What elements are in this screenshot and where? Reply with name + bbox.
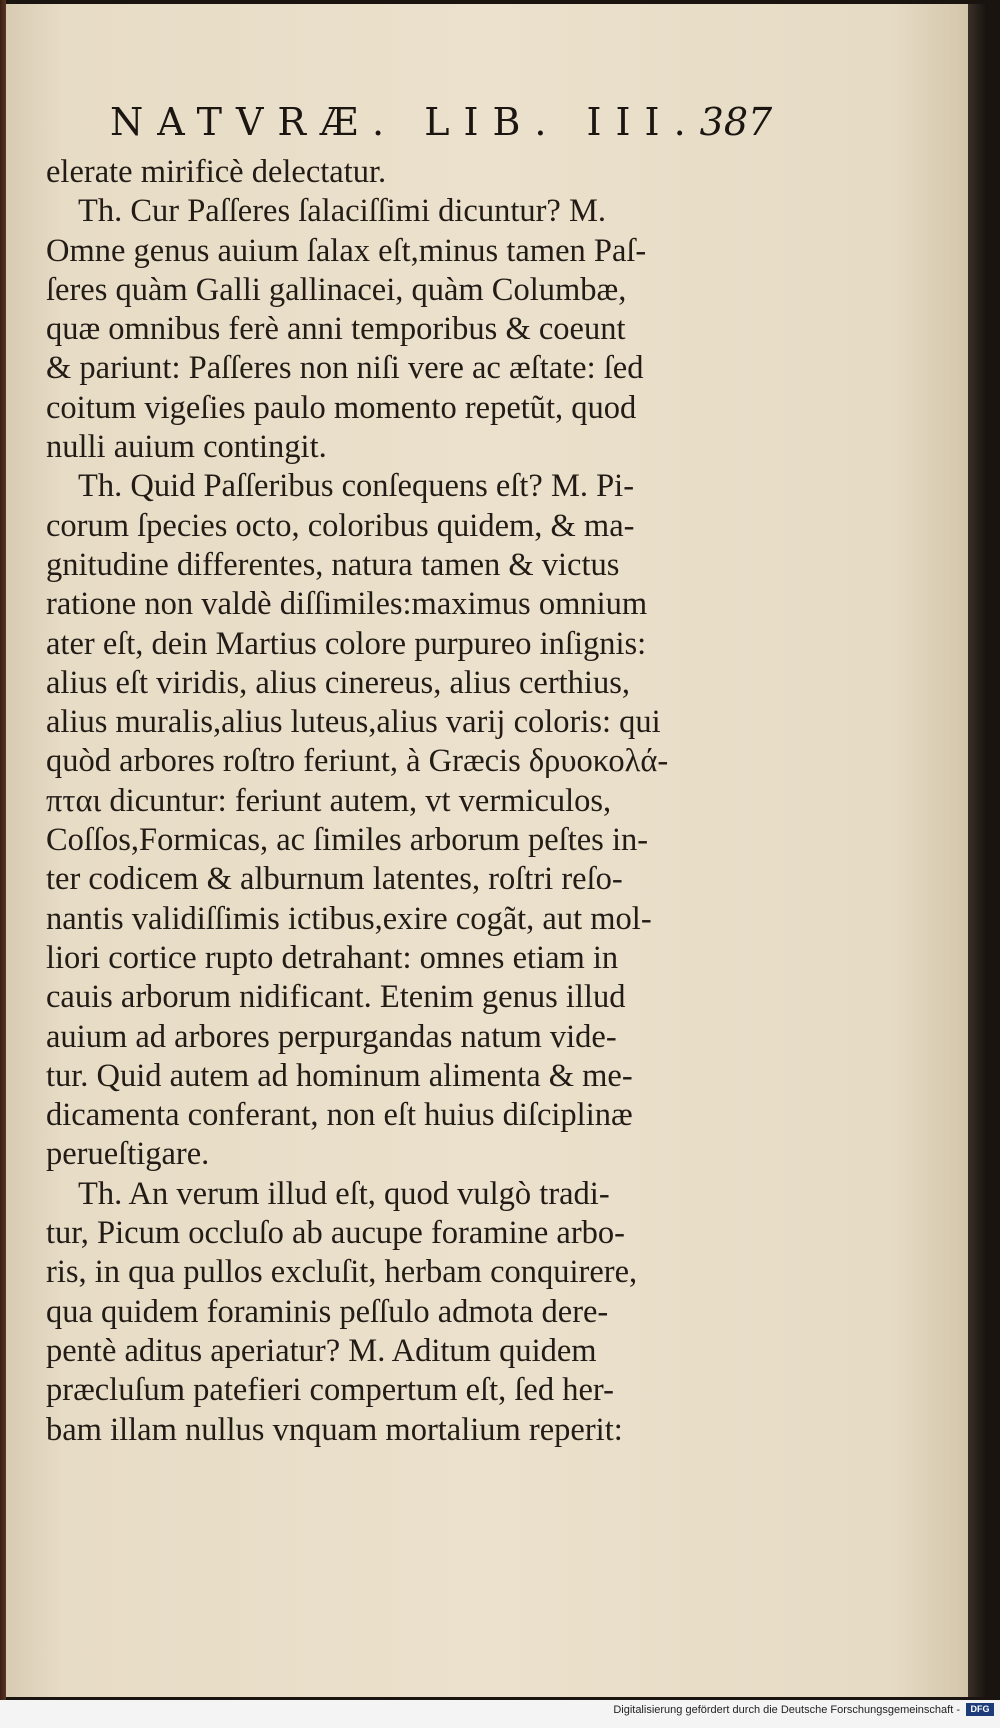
text-line: Th. An verum illud eſt, quod vulgò tradi- [78,1175,610,1212]
text-line: ater eſt, dein Martius colore purpureo inſignis: [46,625,647,662]
text-line: ſeres quàm Galli gallinacei, quàm Columbæ, [46,271,627,308]
text-line: tur. Quid autem ad hominum alimenta & me- [46,1057,633,1094]
text-line: & pariunt: Paſſeres non niſi vere ac æſtate: ſed [46,350,644,387]
text-line: elerate mirificè delectatur. [46,154,387,190]
text-line: Th. Quid Paſſeribus conſequens eſt? M. Pi- [78,468,635,505]
text-line: cauis arborum nidificant. Etenim genus illud [46,979,626,1016]
text-line: præcluſum patefieri compertum eſt, ſed her- [46,1372,614,1409]
text-line: nulli auium contingit. [46,429,327,466]
text-line: ratione non valdè diſſimiles:maximus omnium [46,586,648,623]
text-line: ter codicem & alburnum latentes, roſtri reſo- [46,861,623,898]
text-line: quòd arbores roſtro feriunt, à Græcis δρυοκολά- [46,743,669,780]
page-shadow [968,4,988,1697]
text-line: quæ omnibus ferè anni temporibus & coeunt [46,311,626,348]
body-text [46,153,721,1450]
text-line: πται dicuntur: feriunt autem, vt vermiculos, [46,782,612,819]
text-line: dicamenta conferant, non eſt huius diſciplinæ [46,1097,633,1134]
text-line: nantis validiſſimis ictibus,exire cogãt, aut mol- [46,900,652,937]
text-line: pentè aditus aperiatur? M. Aditum quidem [46,1332,597,1369]
text-line: alius eſt viridis, alius cinereus, alius certhius, [46,664,630,701]
page-header [110,100,773,150]
dfg-logo: DFG [966,1703,994,1716]
page-number: 387 [699,100,773,144]
text-line: coitum vigeſies paulo momento repetũt, quod [46,389,637,426]
text-line: liori cortice rupto detrahant: omnes etiam in [46,939,619,976]
text-line: tur, Picum occluſo ab aucupe foramine arbo- [46,1215,625,1252]
text-line: corum ſpecies octo, coloribus quidem, & ma- [46,507,635,544]
text-line: auium ad arbores perpurgandas natum vide- [46,1018,617,1055]
text-line: Th. Cur Paſſeres ſalaciſſimi dicuntur? M. [78,193,606,230]
text-line: bam illam nullus vnquam mortalium reperit: [46,1411,623,1448]
text-line: gnitudine differentes, natura tamen & victus [46,546,620,583]
text-line: perueſtigare. [46,1136,210,1173]
running-title: NATVRÆ. LIB. III. [110,100,700,144]
digitization-credit: Digitalisierung gefördert durch die Deutsche Forschungsgemeinschaft - [613,1704,960,1716]
text-line: qua quidem foraminis peſſulo admota dere- [46,1293,609,1330]
text-line: ris, in qua pullos excluſit, herbam conquirere, [46,1254,638,1291]
text-line: Omne genus auium ſalax eſt,minus tamen Paſ- [46,232,647,269]
text-line: Coſſos,Formicas, ac ſimiles arborum peſtes in- [46,822,649,859]
text-line: alius muralis,alius luteus,alius varij coloris: qui [46,704,661,741]
